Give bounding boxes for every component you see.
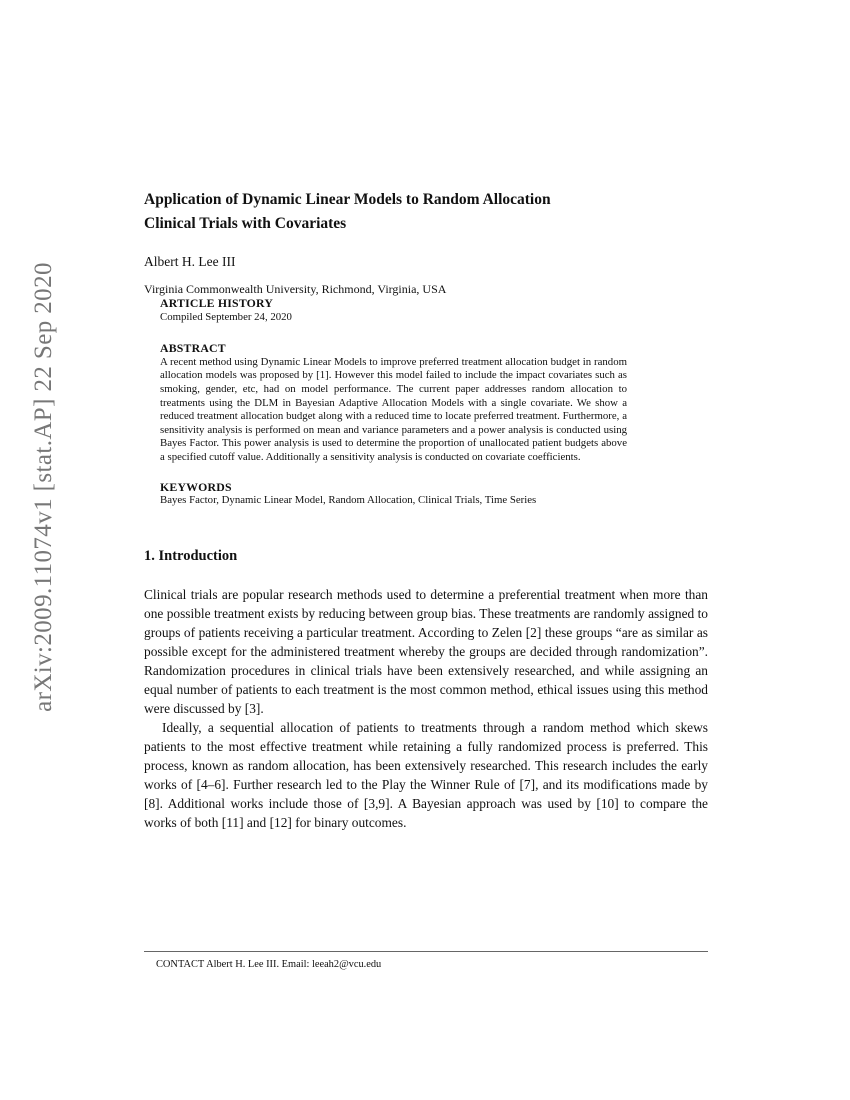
introduction-paragraph-1: Clinical trials are popular research methods used to determine a preferential treatment when more than one possible treatment exists by reducing between group bias. These treatments are randomly assigned to groups of patients receiving a particular treatment. According to Zelen [2] these groups “are as similar as possible except for the administered treatment whereby the groups are decided through randomization”. Randomization procedures in clinical trials have been extensively researched, and while assigning an equal number of patients to each treatment is the most common method, ethical issues using this method were discussed by [3].	[144, 586, 708, 716]
keywords	[160, 481, 627, 508]
article-history	[160, 297, 627, 324]
keywords-heading: KEYWORDS	[160, 479, 232, 494]
article-history-heading: ARTICLE HISTORY	[160, 296, 274, 310]
introduction-paragraph-2: Ideally, a sequential allocation of patients to treatments through a random method which skews patients to the most effective treatment while retaining a fully randomized process is preferred. This process, known as random allocation, has been extensively researched. This research includes the early works of [4–6]. Further research led to the Play the Winner Rule of [7], and its modifications made by [8]. Additional works include those of [3,9]. A Bayesian approach was used by [10] to compare the works of both [11] and [12] for binary outcomes.	[144, 719, 708, 830]
paper-title-line-2: Clinical Trials with Covariates	[144, 215, 347, 232]
compiled-date: Compiled September 24, 2020	[160, 310, 292, 323]
footnote-divider	[144, 951, 708, 952]
abstract-heading: ABSTRACT	[160, 341, 226, 356]
contact-footnote: CONTACT Albert H. Lee III. Email: leeah2@vcu.edu	[156, 959, 382, 970]
paper-title-line-1: Application of Dynamic Linear Models to Random Allocation	[144, 191, 551, 208]
paper-page	[144, 188, 708, 832]
introduction-body	[144, 585, 708, 832]
abstract-text: A recent method using Dynamic Linear Models to improve preferred treatment allocation budget in random allocation models was proposed by [1]. However this model failed to include the impact covariates such as smoking, gender, etc, had on model performance. The current paper addresses random allocation to treatments using the DLM in Bayesian Adaptive Allocation Models with a single covariate. We show a reduced treatment allocation budget along with a reduced time to locate preferred treatment. Furthermore, a sensitivity analysis is performed on mean and variance parameters and a power analysis is conducted using Bayes Factor. This power analysis is used to determine the proportion of unallocated patient budgets above a specified cutoff value. Additionally a sensitivity analysis is conducted on covariate coefficients.	[160, 355, 627, 463]
author-affiliation: Virginia Commonwealth University, Richmond, Virginia, USA	[144, 282, 447, 296]
author-name: Albert H. Lee III	[144, 254, 236, 269]
abstract	[160, 342, 627, 464]
arxiv-sidebar-stamp	[18, 262, 70, 712]
paper-title	[144, 188, 708, 236]
keywords-text: Bayes Factor, Dynamic Linear Model, Random Allocation, Clinical Trials, Time Series	[160, 494, 537, 507]
arxiv-identifier: arXiv:2009.11074v1 [stat.AP] 22 Sep 2020	[30, 262, 57, 712]
introduction-heading: 1. Introduction	[144, 547, 238, 564]
